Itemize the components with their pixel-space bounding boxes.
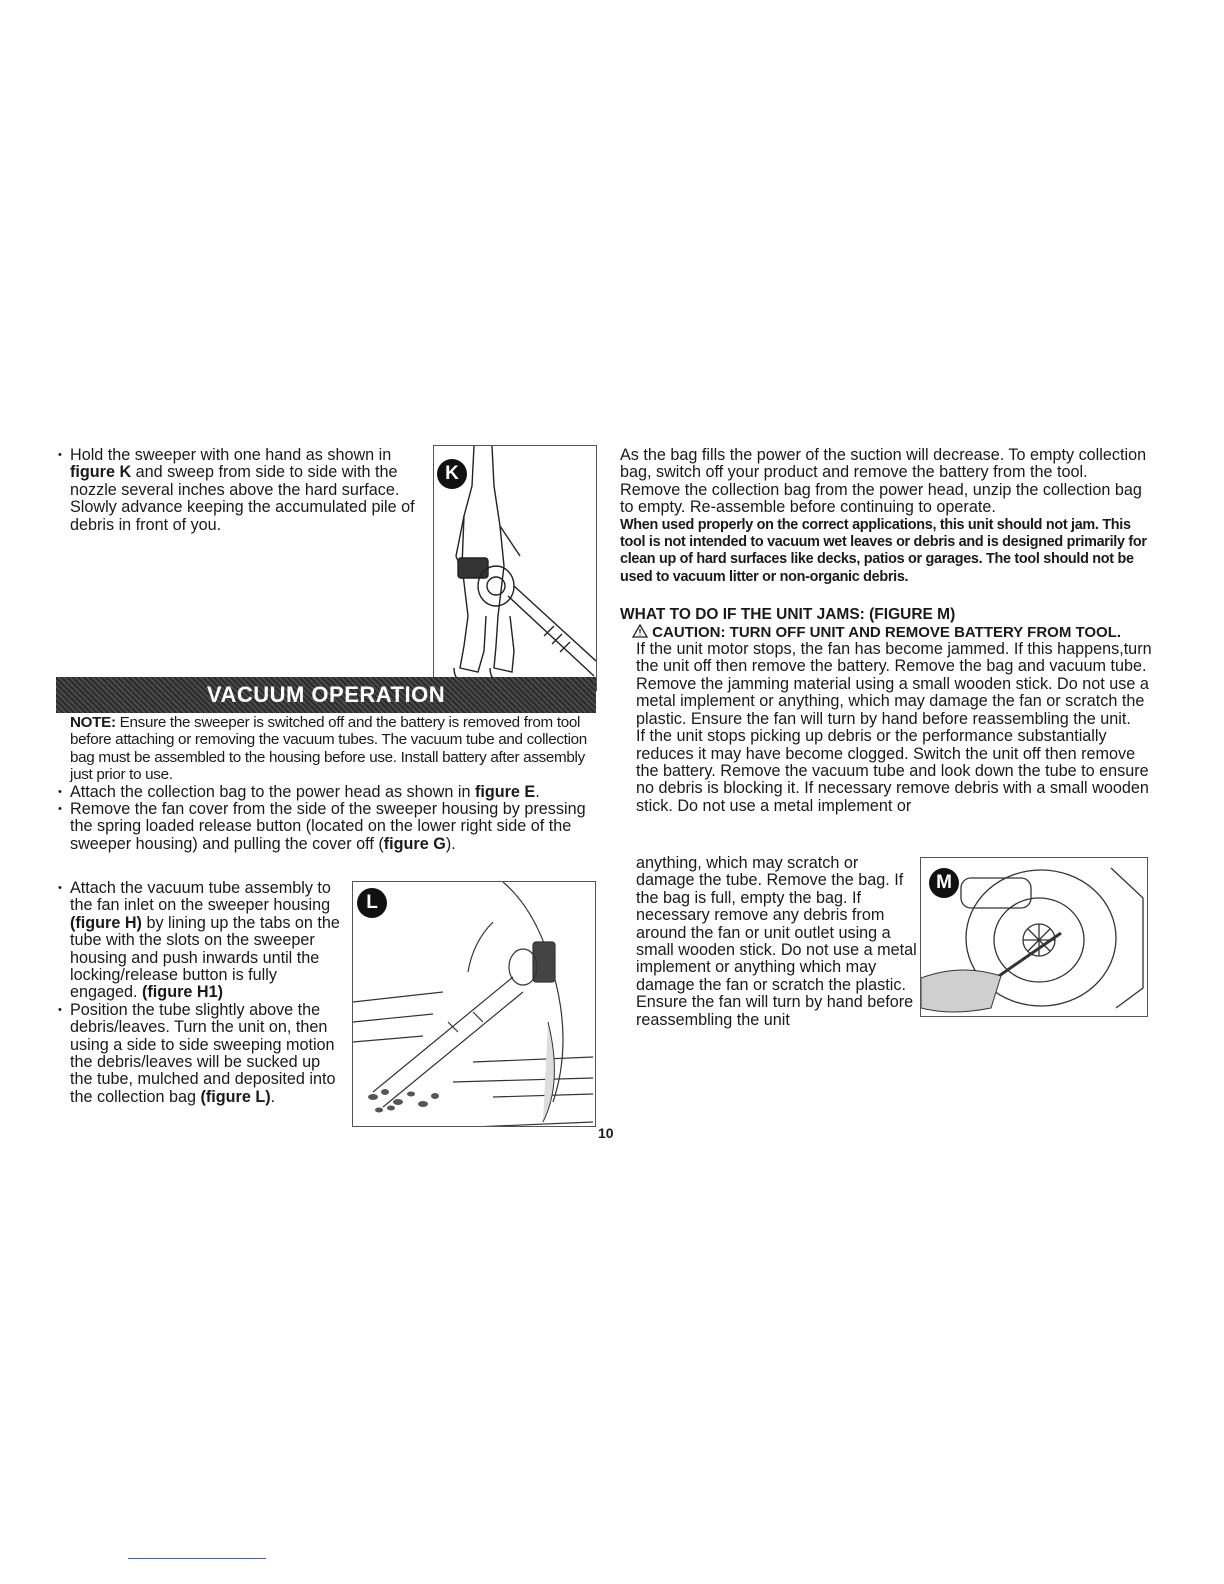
bullet-remove-cover: • Remove the fan cover from the side of the sweeper housing by pressing the spring loaded release button (located on the lower right side of the sweeper housing) and pulling the cover off (figure G).	[56, 801, 596, 853]
right-column-text	[620, 447, 1152, 815]
figure-k	[433, 445, 597, 691]
footer-link-line	[128, 1558, 266, 1559]
bullet-position-tube: • Position the tube slightly above the debris/leaves. Turn the unit on, then using a side to side sweeping motion the debris/leaves will be sucked up the tube, mulched and deposited into the collection bag (figure L).	[56, 1002, 346, 1106]
figure-l	[352, 881, 596, 1127]
intro-bullet: • Hold the sweeper with one hand as shown in figure K and sweep from side to side with the nozzle several inches above the hard surface. Slowly advance keeping the accumulated pile of debris in front of you.	[56, 447, 426, 534]
jam-paragraph: If the unit motor stops, the fan has become jammed. If this happens,turn the unit off then remove the battery. Remove the bag and vacuum tube. Remove the jamming material using a small wooden stick. Do not use a metal implement or anything, which may damage the fan or scratch the plastic. Ensure the fan will turn by hand before reassembling the unit.	[636, 640, 1152, 728]
caution-line: CAUTION: TURN OFF UNIT AND REMOVE BATTERY FROM TOOL.	[620, 624, 1152, 641]
clog-paragraph-side: anything, which may scratch or damage the tube. Remove the bag. If the bag is full, empty the bag. If necessary remove any debris from around the fan or unit outlet using a small wooden stick. Do not use a metal implement or anything which may damage the fan or scratch the plastic. Ensure the fan will turn by hand before reassembling the unit	[636, 854, 917, 1029]
clog-paragraph: If the unit stops picking up debris or the performance substantially reduces it may have become clogged. Switch the unit off then remove the battery. Remove the vacuum tube and look down the tube to ensure no debris is blocking it. If necessary remove debris with a small wooden stick. Do not use a metal implement or	[636, 727, 1149, 815]
figure-l-badge: L	[357, 888, 387, 918]
figure-l-illustration	[353, 882, 595, 1126]
figure-m	[920, 857, 1148, 1017]
vacuum-notes	[56, 714, 596, 853]
jams-heading: WHAT TO DO IF THE UNIT JAMS: (FIGURE M)	[620, 606, 956, 624]
page-number: 10	[598, 1125, 614, 1141]
vacuum-steps-lower	[56, 880, 346, 1106]
vacuum-operation-banner: VACUUM OPERATION	[56, 677, 596, 713]
bullet-attach-tube: • Attach the vacuum tube assembly to the fan inlet on the sweeper housing (figure H) by lining up the tabs on the tube with the slots on the sweeper housing and push inwards until the locking/release button is fully engaged. (figure H1)	[56, 880, 346, 1002]
figure-m-badge: M	[929, 868, 959, 898]
figure-k-badge: K	[437, 459, 467, 489]
jam-warning-paragraph: When used properly on the correct applications, this unit should not jam. This tool is not intended to vacuum wet leaves or debris and is designed primarily for clean up of hard surfaces like decks, patios or garages. The tool should not be used to vacuum litter or non-organic debris.	[620, 516, 1147, 585]
note-paragraph: NOTE: Ensure the sweeper is switched off and the battery is removed from tool before attaching or removing the vacuum tubes. The vacuum tube and collection bag must be assembled to the housing before use. Install battery after assembly just prior to use.	[70, 714, 587, 784]
bullet-attach-bag: • Attach the collection bag to the power head as shown in figure E.	[56, 784, 596, 801]
warning-triangle-icon	[632, 624, 652, 641]
intro-text	[56, 447, 426, 534]
figure-k-ref: figure K	[70, 463, 132, 482]
bag-empty-paragraph: As the bag fills the power of the suction will decrease. To empty collection bag, switch off your product and remove the battery from the tool. Remove the collection bag from the power head, unzip the collection bag to empty. Re-assemble before continuing to operate.	[620, 446, 1147, 517]
